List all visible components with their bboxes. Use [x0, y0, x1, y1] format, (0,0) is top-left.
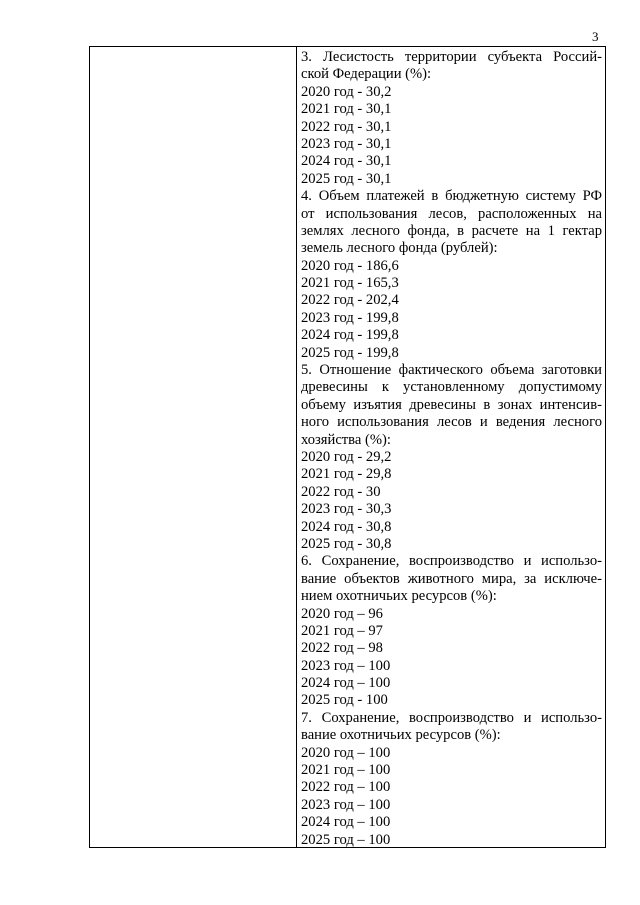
table-left-cell: [90, 47, 297, 847]
text-line: 2020 год – 100: [301, 744, 391, 761]
text-line: земель лесного фонда (рублей):: [301, 240, 498, 257]
text-line: [301, 188, 602, 205]
text-line: [301, 397, 602, 414]
text-line-content: 3. Лесистость территории субъекта Россий-: [301, 49, 602, 65]
text-line: 2020 год - 30,2: [301, 83, 392, 100]
text-line: 2023 год – 100: [301, 657, 391, 674]
page-number: 3: [592, 29, 599, 44]
text-line: 2020 год - 186,6: [301, 257, 399, 274]
text-line: [301, 49, 602, 66]
text-line: 2021 год - 30,1: [301, 101, 392, 118]
text-line-content: 6. Сохранение, воспроизводство и использо-: [301, 553, 602, 570]
text-line: 2025 год – 100: [301, 831, 391, 848]
text-line: 2021 год – 100: [301, 762, 391, 779]
text-line: 2021 год – 97: [301, 622, 383, 639]
text-line: 2022 год - 202,4: [301, 292, 399, 309]
text-line: ской Федерации (%):: [301, 66, 432, 83]
text-line: 2022 год – 100: [301, 779, 391, 796]
text-line: [301, 362, 602, 379]
text-line: 2023 год – 100: [301, 796, 391, 813]
text-line: [301, 223, 602, 240]
text-line: 2020 год - 29,2: [301, 448, 392, 465]
text-line-content: землях лесного фонда, в расчете на 1 гектар: [301, 222, 602, 239]
text-line: 2021 год - 29,8: [301, 466, 392, 483]
text-line-content: объему изъятия древесины в зонах интенсив-: [301, 396, 602, 413]
text-line: [301, 710, 602, 727]
text-line: 2025 год - 30,1: [301, 170, 392, 187]
indicators-table: [89, 46, 606, 848]
text-line: 2022 год - 30,1: [301, 118, 392, 135]
table-right-cell: [297, 47, 605, 847]
text-line-content: от использования лесов, расположенных на: [301, 205, 602, 222]
text-line: 2024 год - 199,8: [301, 327, 399, 344]
text-line: хозяйства (%):: [301, 431, 391, 448]
text-line: 2021 год - 165,3: [301, 275, 399, 292]
text-line: 2024 год – 100: [301, 814, 391, 831]
text-line: 2025 год - 100: [301, 692, 388, 709]
text-line: 2020 год – 96: [301, 605, 383, 622]
text-line-content: древесины к установленному допустимому: [301, 379, 602, 396]
text-line-content: вание объектов животного мира, за исключе-: [301, 570, 602, 587]
text-line: 2022 год - 30: [301, 483, 381, 500]
text-line: 2023 год - 30,1: [301, 135, 392, 152]
text-line: 2024 год - 30,8: [301, 518, 392, 535]
text-line-content: 7. Сохранение, воспроизводство и использо-: [301, 709, 602, 726]
text-line: [301, 379, 602, 396]
text-line: [301, 414, 602, 431]
text-line: 2024 год – 100: [301, 675, 391, 692]
text-line: 2023 год - 30,3: [301, 501, 392, 518]
text-line-content: ного использования лесов и ведения лесного: [301, 414, 602, 431]
text-line: вание охотничьих ресурсов (%):: [301, 727, 501, 744]
text-line: 2025 год - 199,8: [301, 344, 399, 361]
text-line-content: 5. Отношение фактического объема заготовки: [301, 362, 602, 379]
text-line: 2024 год - 30,1: [301, 153, 392, 170]
text-line: 2022 год – 98: [301, 640, 383, 657]
text-line: [301, 553, 602, 570]
text-line: [301, 571, 602, 588]
text-line: 2023 год - 199,8: [301, 309, 399, 326]
text-line: 2025 год - 30,8: [301, 535, 392, 552]
text-line: [301, 206, 602, 223]
text-line-content: 4. Объем платежей в бюджетную систему РФ: [301, 188, 602, 205]
text-line: нием охотничьих ресурсов (%):: [301, 588, 497, 605]
